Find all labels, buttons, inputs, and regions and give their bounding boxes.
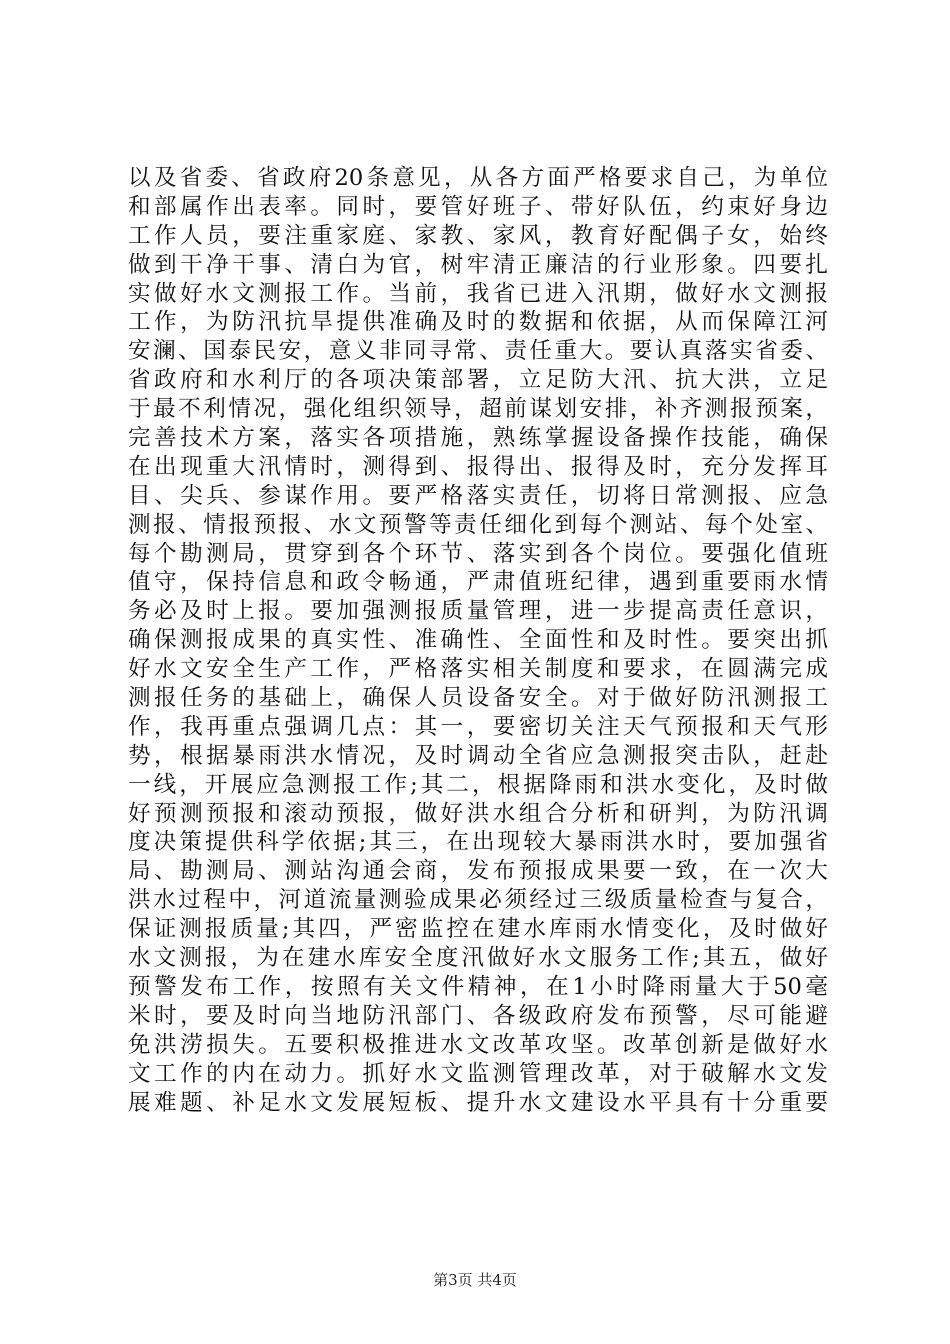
text-line: 免洪涝损失。五要积极推进水文改革攻坚。改革创新是做好水 <box>128 1031 828 1058</box>
text-line: 保证测报质量;其四，严密监控在建水库雨水情变化，及时做好 <box>128 916 828 943</box>
text-line: 作，我再重点强调几点：其一，要密切关注天气预报和天气形 <box>128 713 828 740</box>
text-line: 洪水过程中，河道流量测验成果必须经过三级质量检查与复合， <box>128 887 828 914</box>
text-line: 做到干净干事、清白为官，树牢清正廉洁的行业形象。四要扎 <box>128 251 828 278</box>
text-line: 度决策提供科学依据;其三，在出现较大暴雨洪水时，要加强省 <box>128 829 828 856</box>
text-line: 展难题、补足水文发展短板、提升水文建设水平具有十分重要 <box>128 1089 828 1116</box>
text-line: 一线，开展应急测报工作;其二，根据降雨和洪水变化，及时做 <box>128 771 828 798</box>
text-line: 安澜、国泰民安，意义非同寻常、责任重大。要认真落实省委、 <box>128 338 828 365</box>
text-line: 以及省委、省政府20条意见，从各方面严格要求自己，为单位 <box>128 165 828 191</box>
text-line: 目、尖兵、参谋作用。要严格落实责任，切将日常测报、应急 <box>128 482 828 509</box>
text-line: 确保测报成果的真实性、准确性、全面性和及时性。要突出抓 <box>128 627 828 654</box>
text-line: 值守，保持信息和政令畅通，严肃值班纪律，遇到重要雨水情 <box>128 569 828 596</box>
text-line: 完善技术方案，落实各项措施，熟练掌握设备操作技能，确保 <box>128 425 828 452</box>
text-line: 预警发布工作，按照有关文件精神，在1小时降雨量大于50毫 <box>128 973 828 1000</box>
text-line: 测报任务的基础上，确保人员设备安全。对于做好防汛测报工 <box>128 685 828 712</box>
text-line: 实做好水文测报工作。当前，我省已进入汛期，做好水文测报 <box>128 280 828 307</box>
text-line: 工作，为防汛抗旱提供准确及时的数据和依据，从而保障江河 <box>128 309 828 336</box>
text-line: 和部属作出表率。同时，要管好班子、带好队伍，约束好身边 <box>128 193 828 220</box>
text-line: 水文测报，为在建水库安全度汛做好水文服务工作;其五，做好 <box>128 945 828 972</box>
text-line: 务必及时上报。要加强测报质量管理，进一步提高责任意识， <box>128 598 828 625</box>
text-line: 测报、情报预报、水文预警等责任细化到每个测站、每个处室、 <box>128 511 828 538</box>
text-line: 文工作的内在动力。抓好水文监测管理改革，对于破解水文发 <box>128 1060 828 1087</box>
body-text <box>128 164 828 1117</box>
text-line: 局、勘测局、测站沟通会商，发布预报成果要一致，在一次大 <box>128 858 828 885</box>
text-line: 每个勘测局，贯穿到各个环节、落实到各个岗位。要强化值班 <box>128 540 828 567</box>
text-line: 省政府和水利厅的各项决策部署，立足防大汛、抗大洪，立足 <box>128 367 828 394</box>
page-footer: 第3页 共4页 <box>433 1271 517 1289</box>
text-line: 好水文安全生产工作，严格落实相关制度和要求，在圆满完成 <box>128 656 828 683</box>
text-line: 势，根据暴雨洪水情况，及时调动全省应急测报突击队，赶赴 <box>128 742 828 769</box>
text-line: 好预测预报和滚动预报，做好洪水组合分析和研判，为防汛调 <box>128 800 828 827</box>
text-line: 于最不利情况，强化组织领导，超前谋划安排，补齐测报预案， <box>128 396 828 423</box>
text-line: 工作人员，要注重家庭、家教、家风，教育好配偶子女，始终 <box>128 222 828 249</box>
text-line: 米时，要及时向当地防汛部门、各级政府发布预警，尽可能避 <box>128 1002 828 1029</box>
text-line: 在出现重大汛情时，测得到、报得出、报得及时，充分发挥耳 <box>128 453 828 480</box>
